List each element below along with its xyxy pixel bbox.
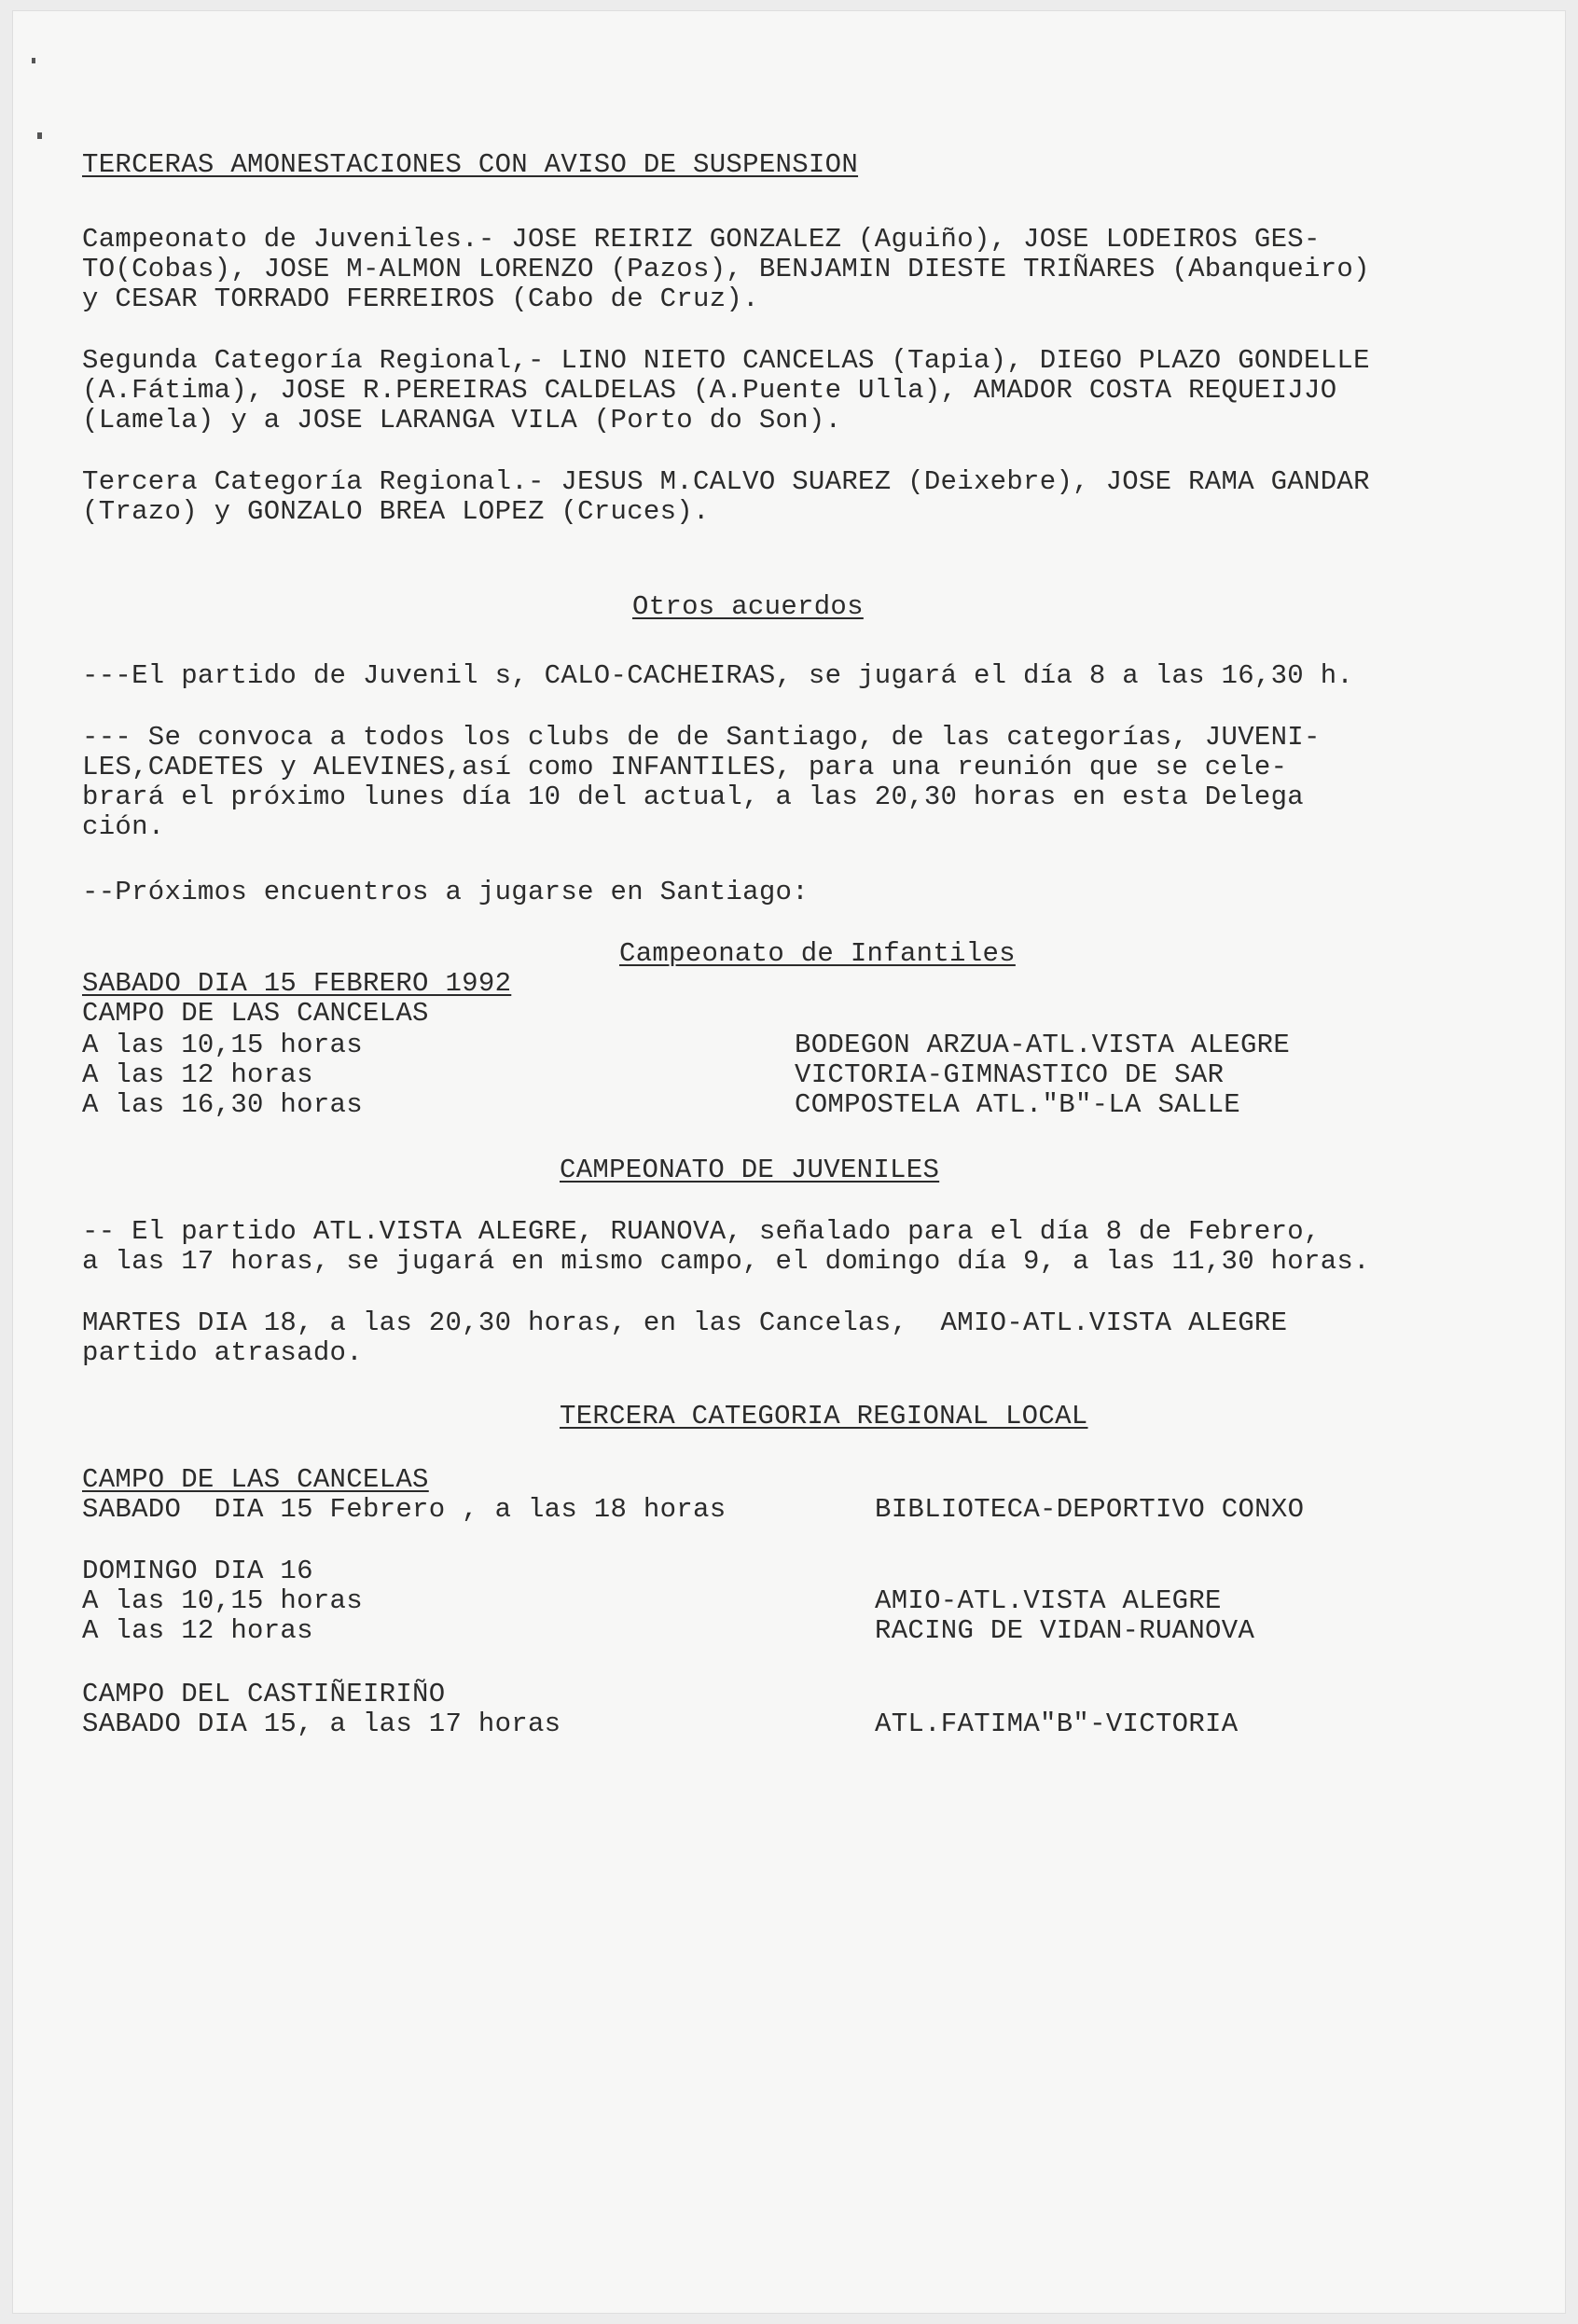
margin-mark	[37, 132, 42, 139]
convocatoria-line: ción.	[82, 811, 165, 842]
infantiles-venue: CAMPO DE LAS CANCELAS	[82, 998, 429, 1029]
infantiles-date: SABADO DIA 15 FEBRERO 1992	[82, 968, 512, 999]
castineirino-line: SABADO DIA 15, a las 17 horas	[82, 1708, 561, 1739]
segunda-line: Segunda Categoría Regional,- LINO NIETO CANCELAS (Tapia), DIEGO PLAZO GONDELLE	[82, 345, 1370, 376]
venue-castineirino: CAMPO DEL CASTIÑEIRIÑO	[82, 1679, 446, 1709]
match-teams: AMIO-ATL.VISTA ALEGRE	[875, 1585, 1222, 1616]
tercera-line: (Trazo) y GONZALO BREA LOPEZ (Cruces).	[82, 496, 710, 527]
match-time: A las 10,15 horas	[82, 1585, 363, 1616]
match-teams: RACING DE VIDAN-RUANOVA	[875, 1615, 1255, 1646]
juveniles-line: y CESAR TORRADO FERREIROS (Cabo de Cruz).	[82, 284, 759, 314]
convocatoria-line: brará el próximo lunes día 10 del actual, a las 20,30 horas en esta Delega	[82, 782, 1305, 812]
tercera-local-title: TERCERA CATEGORIA REGIONAL LOCAL	[560, 1401, 1088, 1432]
martes-line: MARTES DIA 18, a las 20,30 horas, en las Cancelas, AMIO-ATL.VISTA ALEGRE	[82, 1307, 1288, 1338]
martes-line: partido atrasado.	[82, 1337, 363, 1368]
convocatoria-line: LES,CADETES y ALEVINES,así como INFANTILES, para una reunión que se cele-	[82, 752, 1288, 782]
domingo-line: DOMINGO DIA 16	[82, 1556, 313, 1586]
match-teams: ATL.FATIMA"B"-VICTORIA	[875, 1708, 1239, 1739]
juveniles-line: Campeonato de Juveniles.- JOSE REIRIZ GONZALEZ (Aguiño), JOSE LODEIROS GES-	[82, 224, 1321, 255]
match-time: A las 12 horas	[82, 1059, 313, 1090]
match-time: A las 16,30 horas	[82, 1089, 363, 1120]
juveniles-line: TO(Cobas), JOSE M-ALMON LORENZO (Pazos), BENJAMIN DIESTE TRIÑARES (Abanqueiro)	[82, 254, 1370, 284]
juveniles-title: CAMPEONATO DE JUVENILES	[560, 1155, 940, 1185]
document-page	[13, 11, 1565, 2313]
match-teams: VICTORIA-GIMNASTICO DE SAR	[795, 1059, 1225, 1090]
match-teams: COMPOSTELA ATL."B"-LA SALLE	[795, 1089, 1240, 1120]
match-time: A las 10,15 horas	[82, 1030, 363, 1060]
sabado-line: SABADO DIA 15 Febrero , a las 18 horas	[82, 1494, 727, 1525]
otros-title: Otros acuerdos	[632, 591, 864, 622]
tercera-line: Tercera Categoría Regional.- JESUS M.CALVO SUAREZ (Deixebre), JOSE RAMA GANDAR	[82, 466, 1370, 497]
juveniles-note-line: a las 17 horas, se jugará en mismo campo, el domingo día 9, a las 11,30 horas.	[82, 1246, 1370, 1277]
infantiles-title: Campeonato de Infantiles	[619, 938, 1016, 969]
juveniles-note-line: -- El partido ATL.VISTA ALEGRE, RUANOVA, señalado para el día 8 de Febrero,	[82, 1216, 1321, 1247]
heading: TERCERAS AMONESTACIONES CON AVISO DE SUSPENSION	[82, 149, 859, 180]
margin-mark	[32, 58, 35, 63]
segunda-line: (Lamela) y a JOSE LARANGA VILA (Porto do Son).	[82, 405, 842, 436]
otros-line: ---El partido de Juvenil s, CALO-CACHEIRAS, se jugará el día 8 a las 16,30 h.	[82, 660, 1354, 691]
segunda-line: (A.Fátima), JOSE R.PEREIRAS CALDELAS (A.Puente Ulla), AMADOR COSTA REQUEIJJO	[82, 375, 1337, 406]
venue-cancelas: CAMPO DE LAS CANCELAS	[82, 1464, 429, 1495]
convocatoria-line: --- Se convoca a todos los clubs de de Santiago, de las categorías, JUVENI-	[82, 722, 1321, 753]
match-teams: BODEGON ARZUA-ATL.VISTA ALEGRE	[795, 1030, 1291, 1060]
proximos-line: --Próximos encuentros a jugarse en Santiago:	[82, 877, 809, 907]
match-teams: BIBLIOTECA-DEPORTIVO CONXO	[875, 1494, 1305, 1525]
match-time: A las 12 horas	[82, 1615, 313, 1646]
